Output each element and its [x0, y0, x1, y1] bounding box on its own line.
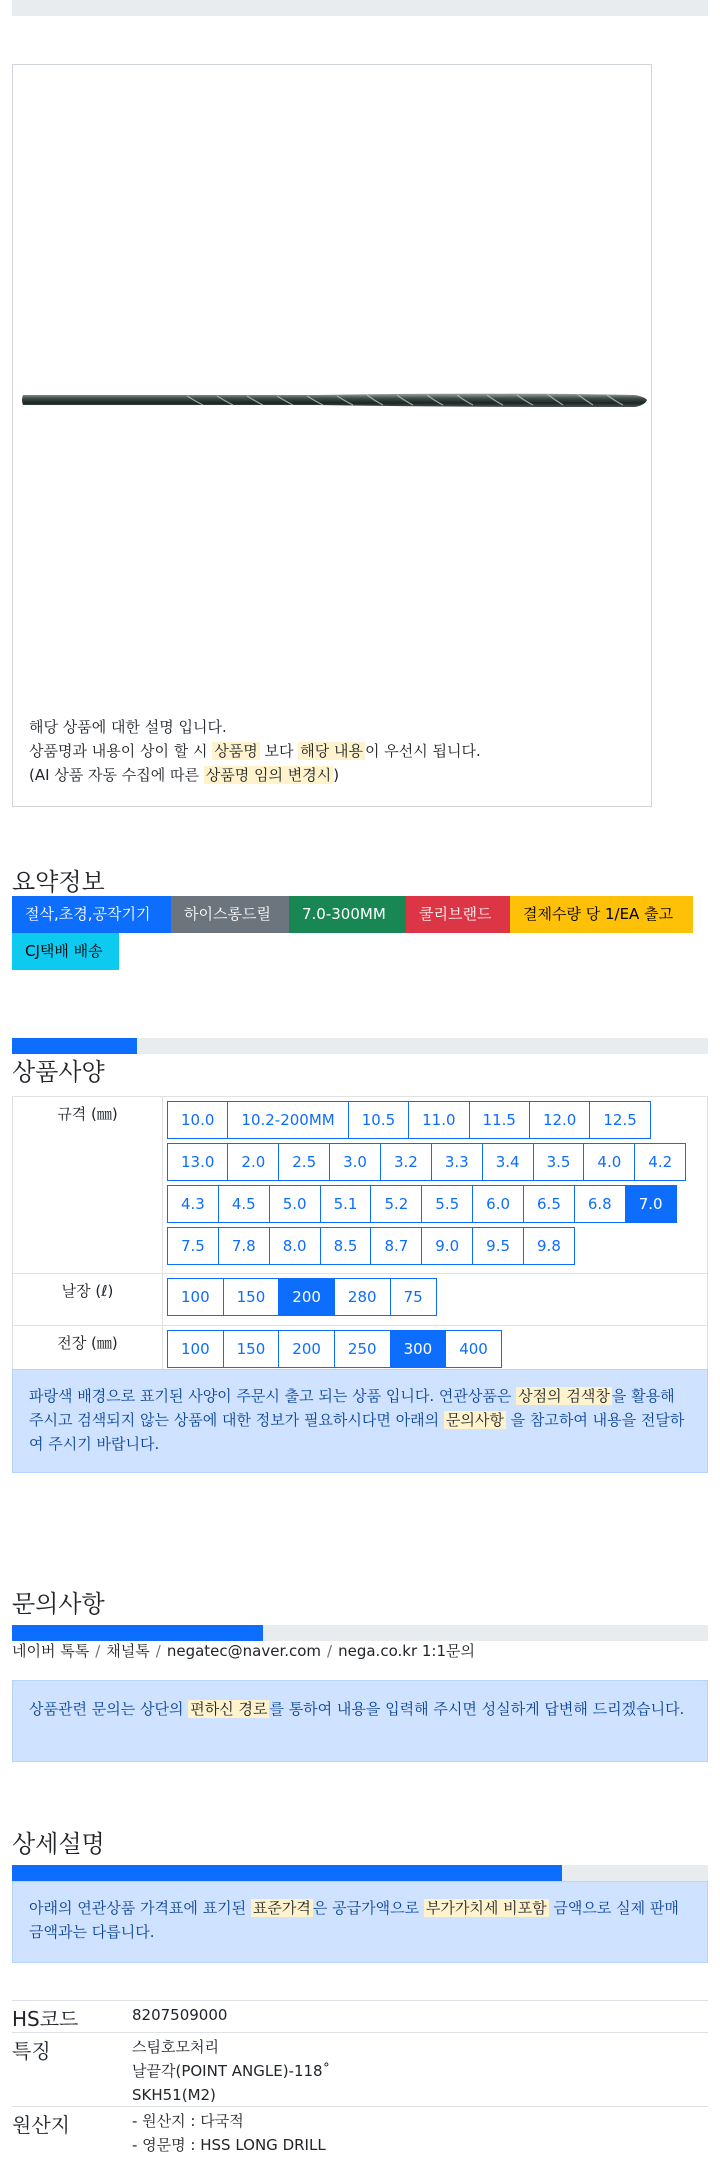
- size-option[interactable]: 5.0: [269, 1185, 321, 1223]
- hs-code-key: HS코드: [12, 2007, 79, 2031]
- info-row-hs-code: [12, 2000, 708, 2032]
- spec-progress-bar: [12, 1038, 708, 1054]
- feature-line: 스팀호모처리: [132, 2038, 219, 2056]
- size-option[interactable]: 3.2: [380, 1143, 432, 1181]
- flute-length-label: 날장 (ℓ): [13, 1274, 163, 1326]
- size-option[interactable]: 7.8: [218, 1227, 270, 1265]
- feature-key: 특징: [12, 2039, 51, 2063]
- badge-size: 7.0-300MM: [289, 896, 406, 933]
- top-scroll-bar: [12, 0, 708, 16]
- size-option[interactable]: 11.0: [408, 1101, 469, 1139]
- channel-email[interactable]: negatec@naver.com: [166, 1642, 322, 1660]
- notice-line-3: (AI 상품 자동 수집에 따른 상품명 임의 변경시 ): [29, 766, 340, 784]
- size-option-row: [167, 1143, 703, 1181]
- size-option[interactable]: 6.8: [574, 1185, 626, 1223]
- size-option[interactable]: 5.5: [421, 1185, 473, 1223]
- highlight-preferred-route: 편하신 경로: [190, 1700, 268, 1718]
- size-option[interactable]: 5.1: [320, 1185, 372, 1223]
- channel-talk[interactable]: 채널톡: [106, 1642, 150, 1660]
- size-option[interactable]: 7.5: [167, 1227, 219, 1265]
- badge-product-type: 하이스롱드릴: [171, 896, 289, 933]
- size-option[interactable]: 7.0: [625, 1185, 677, 1223]
- detail-progress-bar: [12, 1865, 708, 1881]
- badge-category: 절삭,초경,공작기기: [12, 896, 171, 933]
- total-length-option[interactable]: 200: [278, 1330, 335, 1368]
- feature-values: [132, 2035, 330, 2107]
- size-option-row: [167, 1101, 703, 1139]
- detail-info-alert: 아래의 연관상품 가격표에 표기된 표준가격 은 공급가액으로 부가가치세 비포함 금액으로 실제 판매금액과는 다릅니다.: [12, 1881, 708, 1963]
- size-option[interactable]: 12.0: [529, 1101, 590, 1139]
- size-option-row: [167, 1227, 703, 1265]
- feature-line: SKH51(M2): [132, 2086, 216, 2104]
- size-option[interactable]: 4.0: [583, 1143, 635, 1181]
- total-length-option[interactable]: 150: [223, 1330, 280, 1368]
- flute-length-options: [163, 1274, 708, 1326]
- detail-progress-fill: [12, 1865, 562, 1881]
- contact-channels: 네이버 톡톡 / 채널톡 / negatec@naver.com / nega.co.kr 1:1문의: [12, 1642, 475, 1660]
- size-option[interactable]: 4.5: [218, 1185, 270, 1223]
- size-option[interactable]: 6.5: [523, 1185, 575, 1223]
- badge-brand: 쿨리브랜드: [406, 896, 510, 933]
- origin-line: - 영문명 : HSS LONG DRILL: [132, 2136, 326, 2154]
- size-option[interactable]: 10.5: [348, 1101, 409, 1139]
- size-options: [163, 1097, 708, 1274]
- hs-code-value: 8207509000: [132, 2006, 228, 2024]
- size-option[interactable]: 4.3: [167, 1185, 219, 1223]
- inquiry-title: 문의사항: [12, 1590, 105, 1618]
- highlight-name-change: 상품명 임의 변경시: [205, 766, 332, 784]
- badge-courier: CJ택배 배송: [12, 933, 119, 970]
- flute-length-option[interactable]: 280: [334, 1278, 391, 1316]
- badge-shipping-qty: 결제수량 당 1/EA 출고: [510, 896, 693, 933]
- origin-values: [132, 2109, 326, 2157]
- size-option[interactable]: 3.5: [533, 1143, 585, 1181]
- size-option[interactable]: 10.2-200MM: [227, 1101, 348, 1139]
- summary-title: 요약정보: [12, 868, 105, 896]
- size-option[interactable]: 3.0: [329, 1143, 381, 1181]
- feature-line: 날끝각(POINT ANGLE)-118˚: [132, 2062, 331, 2080]
- size-option-row: [167, 1185, 703, 1223]
- size-option[interactable]: 8.7: [370, 1227, 422, 1265]
- total-length-option[interactable]: 300: [390, 1330, 447, 1368]
- flute-length-option[interactable]: 150: [223, 1278, 280, 1316]
- inquiry-progress-bar: [12, 1625, 708, 1641]
- spec-title: 상품사양: [12, 1058, 105, 1086]
- highlight-search-box: 상점의 검색창: [518, 1387, 610, 1405]
- highlight-vat-excluded: 부가가치세 비포함: [425, 1899, 547, 1917]
- channel-naver-talk[interactable]: 네이버 톡톡: [12, 1642, 90, 1660]
- notice-line-1: 해당 상품에 대한 설명 입니다.: [29, 718, 227, 736]
- total-length-option[interactable]: 250: [334, 1330, 391, 1368]
- info-row-origin: [12, 2106, 708, 2167]
- size-option[interactable]: 4.2: [634, 1143, 686, 1181]
- notice-line-2: 상품명과 내용이 상이 할 시 상품명 보다 해당 내용 이 우선시 됩니다.: [29, 742, 481, 760]
- total-length-option[interactable]: 400: [445, 1330, 502, 1368]
- highlight-standard-price: 표준가격: [252, 1899, 311, 1917]
- size-option[interactable]: 8.0: [269, 1227, 321, 1265]
- product-image-card: [12, 64, 652, 807]
- size-option[interactable]: 9.5: [472, 1227, 524, 1265]
- size-option[interactable]: 13.0: [167, 1143, 228, 1181]
- size-option[interactable]: 6.0: [472, 1185, 524, 1223]
- flute-length-option[interactable]: 100: [167, 1278, 224, 1316]
- channel-website-inquiry[interactable]: nega.co.kr 1:1문의: [338, 1642, 475, 1660]
- highlight-inquiry: 문의사항: [445, 1411, 504, 1429]
- size-option[interactable]: 9.8: [523, 1227, 575, 1265]
- highlight-content: 해당 내용: [300, 742, 363, 760]
- origin-key: 원산지: [12, 2113, 70, 2137]
- flute-length-option[interactable]: 75: [390, 1278, 437, 1316]
- size-option[interactable]: 9.0: [421, 1227, 473, 1265]
- size-option[interactable]: 8.5: [320, 1227, 372, 1265]
- size-option[interactable]: 3.4: [482, 1143, 534, 1181]
- origin-line: - 원산지 : 다국적: [132, 2112, 244, 2130]
- inquiry-progress-fill: [12, 1625, 263, 1641]
- size-option[interactable]: 11.5: [469, 1101, 530, 1139]
- detail-title: 상세설명: [12, 1830, 105, 1858]
- highlight-product-name: 상품명: [214, 742, 258, 760]
- spec-table: [12, 1096, 708, 1378]
- total-length-label: 전장 (㎜): [13, 1326, 163, 1378]
- size-option[interactable]: 2.0: [227, 1143, 279, 1181]
- product-notice: [29, 715, 639, 787]
- size-label: 규격 (㎜): [13, 1097, 163, 1274]
- size-option[interactable]: 12.5: [589, 1101, 650, 1139]
- total-length-option[interactable]: 100: [167, 1330, 224, 1368]
- size-option[interactable]: 2.5: [278, 1143, 330, 1181]
- inquiry-info-alert: 상품관련 문의는 상단의 편하신 경로 를 통하여 내용을 입력해 주시면 성실하게 답변해 드리겠습니다.: [12, 1680, 708, 1762]
- flute-length-option[interactable]: 200: [278, 1278, 335, 1316]
- size-option[interactable]: 10.0: [167, 1101, 228, 1139]
- size-option[interactable]: 5.2: [370, 1185, 422, 1223]
- info-row-features: [12, 2032, 708, 2106]
- size-option[interactable]: 3.3: [431, 1143, 483, 1181]
- spec-info-alert: 파랑색 배경으로 표기된 사양이 주문시 출고 되는 상품 입니다. 연관상품은 상점의 검색창 을 활용해 주시고 검색되지 않는 상품에 대한 정보가 필요하시다면 아래의 문의사항 을 참고하여 내용을 전달하여 주시기 바랍니다.: [12, 1369, 708, 1473]
- drill-bit-image: [17, 365, 649, 435]
